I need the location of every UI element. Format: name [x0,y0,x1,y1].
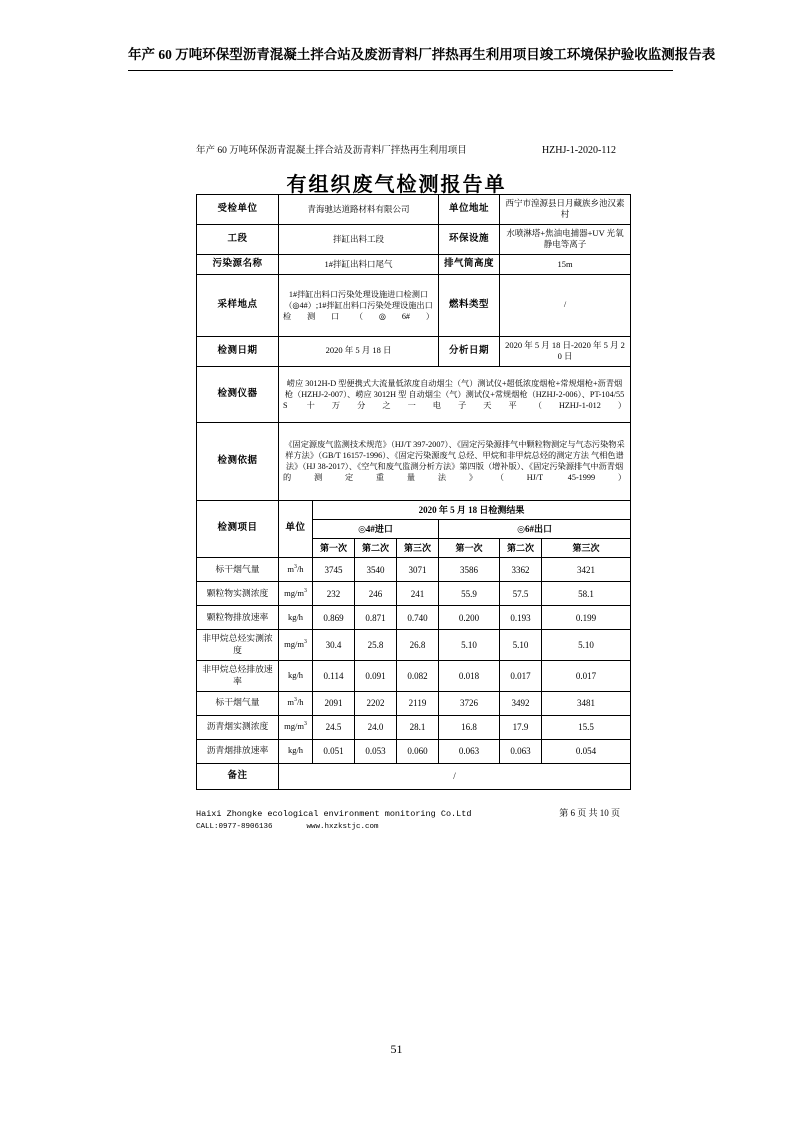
value-pollution-source: 1#拌缸出料口尾气 [279,254,439,274]
result-value: 2202 [355,691,397,715]
label-analysis-date: 分析日期 [439,336,500,366]
label-stack-height: 排气筒高度 [439,254,500,274]
table-row [197,606,631,630]
table-row [197,195,631,225]
result-value: 2119 [397,691,439,715]
value-test-basis: 《固定源废气监测技术规范》（HJ/T 397-2007）、《固定污染源排气中颗粒物测定与气态污染物采样方法》（GB/T 16157-1996）、《固定污染源废气 总烃、甲烷和非甲烷总烃的测定方法 气相色谱法》（HJ 38-2017）、《空气和废气监测分析方法》第四版（增补版）、《固定污染源排气中沥青烟的测定重量法》（HJ/T 45-1999） [279,422,631,500]
footer-page-info: 第 6 页 共 10 页 [559,808,620,818]
label-unit: 单位 [279,500,313,557]
label-test-date: 检测日期 [197,336,279,366]
table-row [197,630,631,661]
result-value: 0.114 [313,660,355,691]
label-sampling-location: 采样地点 [197,274,279,336]
result-value: 3362 [500,558,542,582]
label-instruments: 检测仪器 [197,366,279,422]
result-value: 5.10 [439,630,500,661]
time-header-6: 第三次 [542,538,631,557]
table-row [197,763,631,789]
time-header-2: 第二次 [355,538,397,557]
table-row [197,739,631,763]
result-value: 5.10 [500,630,542,661]
result-value: 26.8 [397,630,439,661]
value-instruments: 崂应 3012H-D 型便携式大流量低浓度自动烟尘（气）测试仪+超低浓度烟枪+常规烟枪+沥青烟枪（HZHJ-2-007）、崂应 3012H 型 自动烟尘（气）测试仪+常规烟枪（HZHJ-2-006）、PT-104/55S 十万分之一电子天平（HZHJ-1-012） [279,366,631,422]
result-item-name: 标干烟气量 [197,558,279,582]
result-value: 0.869 [313,606,355,630]
result-value: 0.091 [355,660,397,691]
time-header-4: 第一次 [439,538,500,557]
result-value: 15.5 [542,715,631,739]
result-item-unit: kg/h [279,739,313,763]
label-inspected-unit: 受检单位 [197,195,279,225]
time-header-1: 第一次 [313,538,355,557]
page-title: 有组织废气检测报告单 [286,174,507,196]
value-inspected-unit: 青海驰达道路材料有限公司 [279,195,439,225]
result-value: 3586 [439,558,500,582]
port-outlet-header: ◎6#出口 [439,519,631,538]
result-value: 246 [355,582,397,606]
label-remark: 备注 [197,763,279,789]
value-test-date: 2020 年 5 月 18 日 [279,336,439,366]
result-value: 25.8 [355,630,397,661]
table-row [197,422,631,500]
result-value: 57.5 [500,582,542,606]
value-stack-height: 15m [500,254,631,274]
footer-company-name: Haixi Zhongke ecological environment monitoring Co.Ltd [196,809,472,819]
label-test-basis: 检测依据 [197,422,279,500]
table-row [197,582,631,606]
label-fuel-type: 燃料类型 [439,274,500,336]
result-value: 24.0 [355,715,397,739]
result-value: 3071 [397,558,439,582]
label-unit-address: 单位地址 [439,195,500,225]
result-item-name: 颗粒物排放速率 [197,606,279,630]
result-item-unit: $mg/m^3$ [279,630,313,661]
report-table [196,194,631,790]
value-unit-address: 西宁市湟源县日月藏族乡池汉素村 [500,195,631,225]
result-item-name: 非甲烷总烃实测浓度 [197,630,279,661]
result-value: 232 [313,582,355,606]
result-value: 3492 [500,691,542,715]
table-row [197,715,631,739]
result-item-unit: $mg/m^3$ [279,715,313,739]
table-row [197,274,631,336]
results-header-row [197,500,631,519]
result-value: 58.1 [542,582,631,606]
time-header-3: 第三次 [397,538,439,557]
result-value: 0.193 [500,606,542,630]
result-item-name: 标干烟气量 [197,691,279,715]
page-number: 51 [390,1042,403,1056]
result-value: 0.018 [439,660,500,691]
value-remark: / [279,763,631,789]
result-value: 0.871 [355,606,397,630]
result-value: 3745 [313,558,355,582]
result-value: 16.8 [439,715,500,739]
result-value: 0.199 [542,606,631,630]
result-value: 0.063 [500,739,542,763]
port-inlet-header: ◎4#进口 [313,519,439,538]
page-footer [196,806,620,831]
result-item-unit: $m^3/h$ [279,558,313,582]
sub-header [196,142,616,156]
result-value: 0.054 [542,739,631,763]
result-value: 241 [397,582,439,606]
result-value: 55.9 [439,582,500,606]
result-value: 0.060 [397,739,439,763]
result-value: 30.4 [313,630,355,661]
results-date-header: 2020 年 5 月 18 日检测结果 [313,500,631,519]
result-item-unit: $m^3/h$ [279,691,313,715]
result-value: 0.053 [355,739,397,763]
result-value: 0.740 [397,606,439,630]
sub-header-report-code: HZHJ-1-2020-112 [541,145,616,156]
result-value: 3540 [355,558,397,582]
result-value: 0.051 [313,739,355,763]
running-header-title: 年产 60 万吨环保型沥青混凝土拌合站及废沥青料厂拌热再生利用项目竣工环境保护验收监测报告表 [128,47,716,62]
label-work-section: 工段 [197,224,279,254]
sub-header-project: 年产 60 万吨环保沥青混凝土拌合站及沥青料厂拌热再生利用项目 [196,146,467,156]
table-row [197,224,631,254]
table-row [197,660,631,691]
label-pollution-source: 污染源名称 [197,254,279,274]
header-divider [128,70,673,71]
result-value: 0.063 [439,739,500,763]
result-value: 3421 [542,558,631,582]
label-env-facility: 环保设施 [439,224,500,254]
result-value: 28.1 [397,715,439,739]
footer-website: www.hxzkstjc.com [306,823,379,831]
result-value: 24.5 [313,715,355,739]
table-row [197,691,631,715]
result-value: 0.200 [439,606,500,630]
result-item-unit: kg/h [279,660,313,691]
result-item-unit: kg/h [279,606,313,630]
table-row [197,558,631,582]
result-item-name: 沥青烟实测浓度 [197,715,279,739]
result-value: 0.082 [397,660,439,691]
table-row [197,336,631,366]
value-env-facility: 水喷淋塔+焦油电捕器+UV 光氧静电等离子 [500,224,631,254]
result-item-name: 沥青烟排放速率 [197,739,279,763]
result-value: 17.9 [500,715,542,739]
result-value: 0.017 [542,660,631,691]
result-value: 2091 [313,691,355,715]
result-value: 3481 [542,691,631,715]
footer-call: CALL:0977-8906136 [196,823,273,831]
value-analysis-date: 2020 年 5 月 18 日-2020 年 5 月 20 日 [500,336,631,366]
table-row [197,254,631,274]
time-header-5: 第二次 [500,538,542,557]
result-item-name: 颗粒物实测浓度 [197,582,279,606]
value-work-section: 拌缸出料工段 [279,224,439,254]
value-fuel-type: / [500,274,631,336]
label-test-item: 检测项目 [197,500,279,557]
result-value: 5.10 [542,630,631,661]
result-value: 0.017 [500,660,542,691]
table-row [197,366,631,422]
result-value: 3726 [439,691,500,715]
result-item-unit: $mg/m^3$ [279,582,313,606]
value-sampling-location: 1#拌缸出料口污染处理设施进口检测口（◎4#）;1#拌缸出料口污染处理设施出口检测口（◎6#） [279,274,439,336]
result-item-name: 非甲烷总烃排放速率 [197,660,279,691]
